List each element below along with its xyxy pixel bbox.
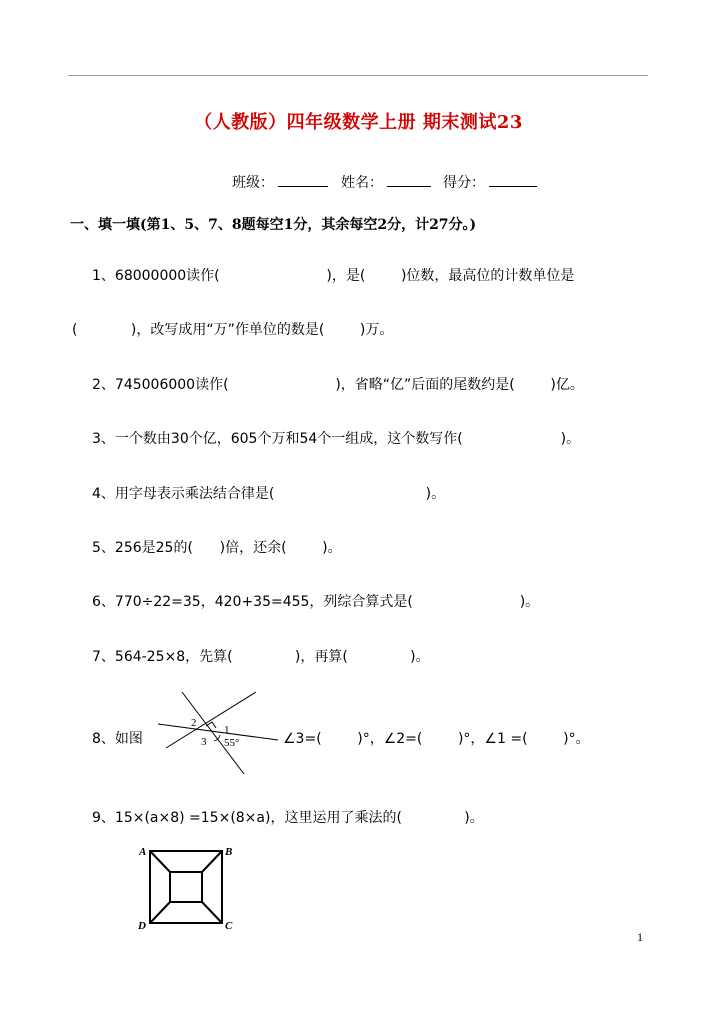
vertex-b-label: B — [225, 846, 233, 858]
name-blank — [387, 172, 431, 187]
angle-label-3: 3 — [201, 736, 207, 748]
class-label: 班级： — [232, 175, 274, 191]
question-8-prefix: 8、如图 — [92, 731, 143, 747]
question-7: 7、564-25×8，先算( )，再算( )。 — [92, 649, 430, 665]
vertex-c-label: C — [225, 920, 233, 932]
angle-label-1: 1 — [224, 724, 230, 736]
score-blank — [489, 172, 537, 187]
inner-square — [170, 872, 202, 902]
angle-figure — [158, 688, 283, 778]
name-field — [341, 172, 431, 192]
square-figure — [136, 842, 240, 934]
angle-label-2: 2 — [191, 717, 197, 729]
question-5: 5、256是25的( )倍，还余( )。 — [92, 540, 342, 556]
question-1-line-2: ( )，改写成用“万”作单位的数是( )万。 — [72, 322, 394, 338]
diagonal-line-up — [166, 692, 256, 748]
section-heading: 一、填一填(第1、5、7、8题每空1分，其余每空2分，计27分。) — [70, 217, 477, 233]
angle-55-label: 55° — [224, 737, 240, 749]
question-1-line-1: 1、68000000读作( )，是( )位数，最高位的计数单位是 — [92, 268, 575, 284]
question-9: 9、15×(a×8) =15×(8×a)，这里运用了乘法的( )。 — [92, 810, 484, 826]
page-number: 1 — [637, 930, 643, 944]
score-field — [443, 172, 537, 192]
class-field — [232, 172, 328, 192]
question-8-answers: ∠3=( )°，∠2=( )°，∠1 =( )°。 — [283, 731, 590, 747]
name-label: 姓名： — [341, 175, 383, 191]
horizontal-line — [158, 724, 278, 740]
question-6: 6、770÷22=35，420+35=455，列综合算式是( )。 — [92, 594, 540, 610]
page-title: （人教版）四年级数学上册 期末测试23 — [194, 112, 523, 133]
question-2: 2、745006000读作( )，省略“亿”后面的尾数约是( )亿。 — [92, 377, 584, 393]
class-blank — [278, 172, 328, 187]
question-4: 4、用字母表示乘法结合律是( )。 — [92, 486, 446, 502]
header-rule — [68, 75, 648, 76]
vertex-d-label: D — [138, 920, 146, 932]
diagonal-line-down — [182, 692, 244, 774]
vertex-a-label: A — [139, 846, 147, 858]
score-label: 得分： — [443, 175, 485, 191]
right-angle-mark — [206, 722, 216, 728]
question-3: 3、一个数由30个亿，605个万和54个一组成，这个数写作( )。 — [92, 431, 581, 447]
